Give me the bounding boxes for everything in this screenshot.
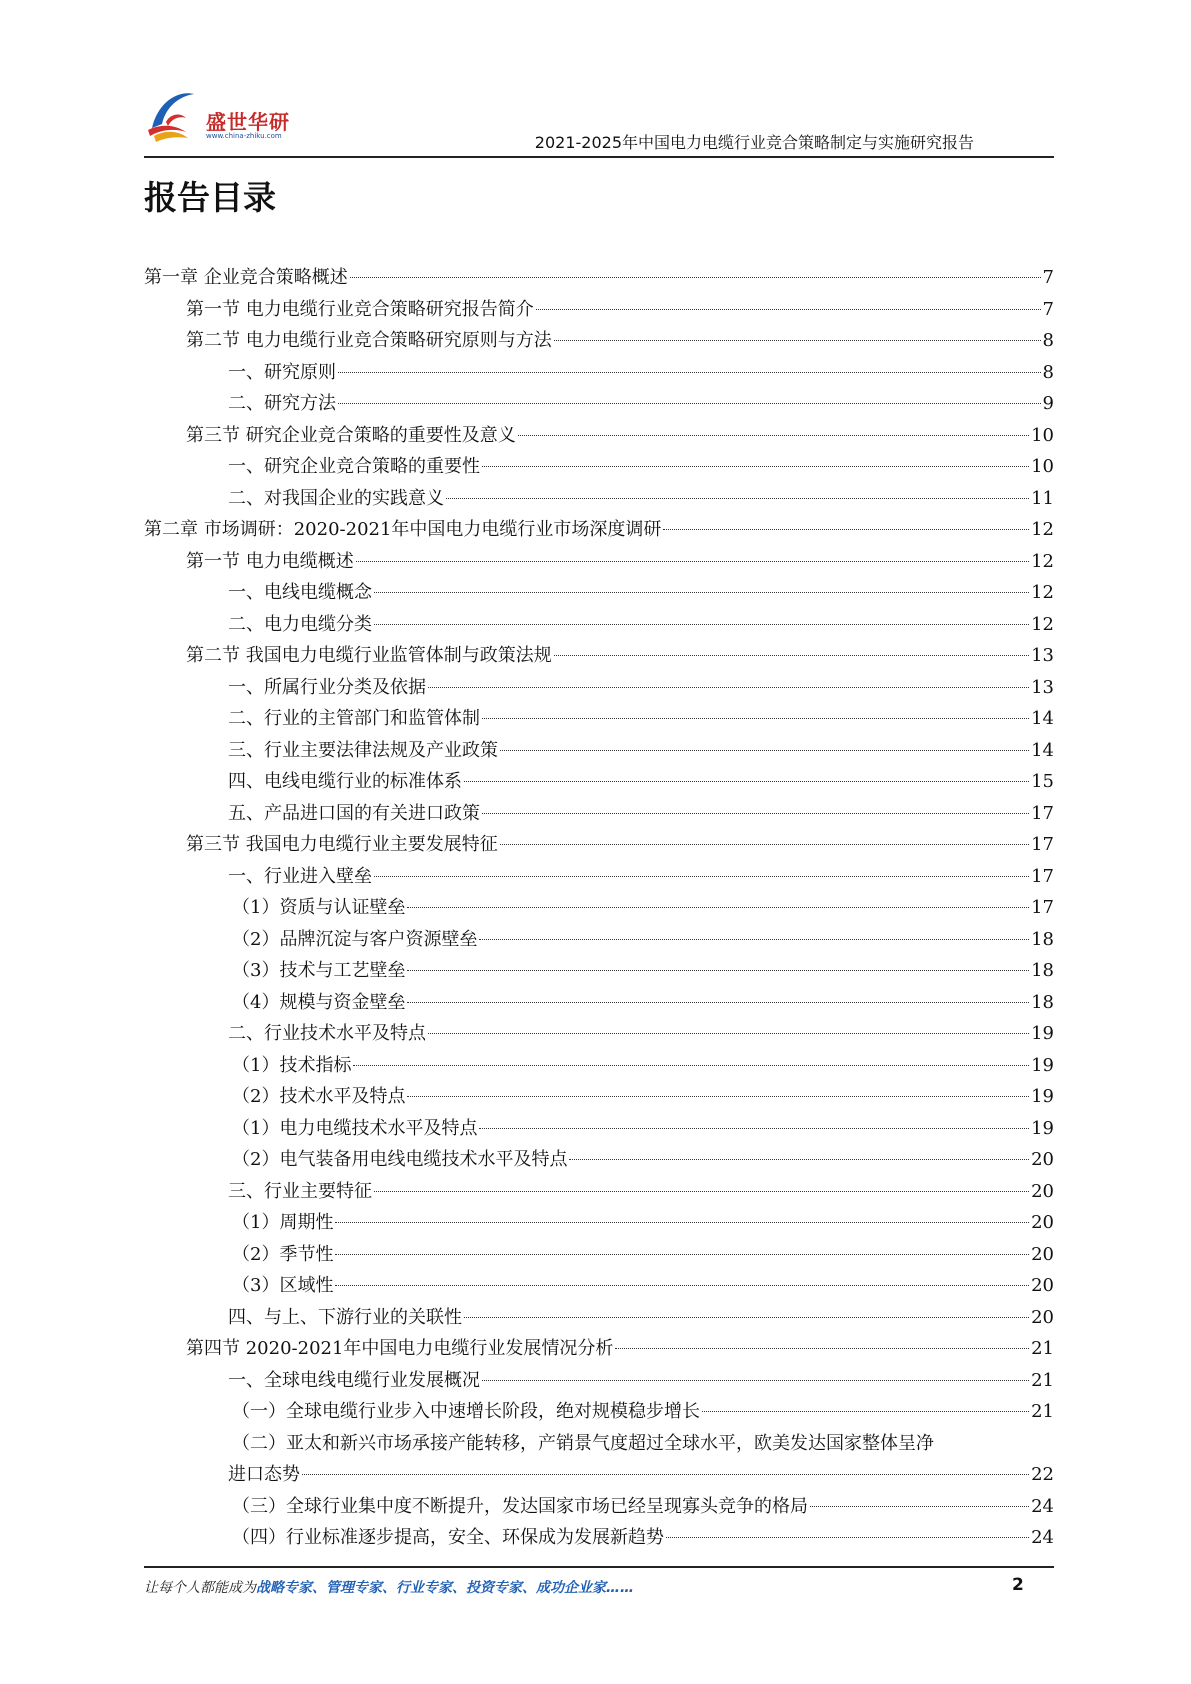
toc-entry[interactable] xyxy=(144,1113,1054,1145)
toc-leader-dots xyxy=(374,876,1029,877)
toc-entry-title: （4）规模与资金壁垒 xyxy=(232,991,406,1013)
toc-entry-page: 14 xyxy=(1031,708,1054,729)
toc-entry[interactable] xyxy=(144,703,1054,735)
toc-entry-title: 第三节 研究企业竞合策略的重要性及意义 xyxy=(186,424,516,446)
toc-entry-title: 三、行业主要特征 xyxy=(228,1180,372,1202)
toc-entry[interactable] xyxy=(144,1018,1054,1050)
company-logo xyxy=(144,84,314,146)
toc-entry[interactable] xyxy=(144,262,1054,294)
toc-entry-title: 三、行业主要法律法规及产业政策 xyxy=(228,739,498,761)
toc-leader-dots xyxy=(666,1537,1029,1538)
toc-entry-page: 18 xyxy=(1031,928,1054,950)
logo-name: 盛世华研 xyxy=(206,110,290,134)
page-number: 2 xyxy=(1012,1575,1024,1595)
toc-entry-title: （1）技术指标 xyxy=(232,1054,352,1076)
toc-entry-title: 第四节 2020-2021年中国电力电缆行业发展情况分析 xyxy=(186,1338,614,1359)
toc-entry-title: 二、电力电缆分类 xyxy=(228,613,372,635)
toc-entry-page: 12 xyxy=(1031,582,1054,603)
toc-entry[interactable] xyxy=(144,861,1054,893)
toc-entry-title: （一）全球电缆行业步入中速增长阶段，绝对规模稳步增长 xyxy=(232,1401,700,1422)
toc-entry[interactable] xyxy=(144,672,1054,704)
toc-entry-title: （2）电气装备用电线电缆技术水平及特点 xyxy=(232,1149,568,1170)
toc-entry-page: 19 xyxy=(1031,1023,1054,1044)
toc-entry-page: 14 xyxy=(1031,739,1054,761)
toc-entry[interactable] xyxy=(144,1302,1054,1334)
toc-entry-title: 二、对我国企业的实践意义 xyxy=(228,487,444,509)
toc-entry[interactable] xyxy=(144,798,1054,830)
toc-entry[interactable] xyxy=(144,388,1054,420)
toc-entry-page: 20 xyxy=(1031,1212,1054,1233)
page-header xyxy=(144,84,1054,158)
toc-entry-page: 19 xyxy=(1031,1117,1054,1139)
toc-entry-page: 19 xyxy=(1031,1054,1054,1076)
toc-entry-title: 第二章 市场调研：2020-2021年中国电力电缆行业市场深度调研 xyxy=(144,519,662,540)
toc-entry-page: 21 xyxy=(1031,1369,1054,1391)
toc-leader-dots xyxy=(554,340,1041,341)
toc-entry-page: 22 xyxy=(1031,1464,1054,1485)
toc-entry[interactable] xyxy=(144,924,1054,956)
toc-entry-title: 第二节 我国电力电缆行业监管体制与政策法规 xyxy=(186,645,552,666)
toc-entry[interactable] xyxy=(144,1050,1054,1082)
toc-entry-page: 12 xyxy=(1031,550,1054,572)
toc-entry-title: （1）电力电缆技术水平及特点 xyxy=(232,1117,478,1139)
toc-entry-title: 进口态势 xyxy=(228,1464,300,1485)
toc-entry[interactable] xyxy=(144,766,1054,798)
toc-entry-page: 19 xyxy=(1031,1086,1054,1107)
toc-entry[interactable] xyxy=(144,987,1054,1019)
toc-leader-dots xyxy=(374,624,1029,625)
toc-entry[interactable] xyxy=(144,1333,1054,1365)
toc-entry[interactable] xyxy=(144,1239,1054,1271)
toc-entry-page: 18 xyxy=(1031,991,1054,1013)
toc-entry[interactable] xyxy=(144,609,1054,641)
toc-entry-page: 10 xyxy=(1031,424,1054,446)
toc-leader-dots xyxy=(663,529,1029,530)
toc-entry-title: 第一节 电力电缆概述 xyxy=(186,550,354,572)
toc-leader-dots xyxy=(374,592,1029,593)
toc-entry[interactable] xyxy=(144,735,1054,767)
report-title: 2021-2025年中国电力电缆行业竞合策略制定与实施研究报告 xyxy=(534,133,974,152)
toc-entry-page: 24 xyxy=(1031,1527,1054,1548)
toc-entry[interactable] xyxy=(144,1491,1054,1523)
toc-leader-dots xyxy=(407,907,1029,908)
toc-entry[interactable] xyxy=(144,1176,1054,1208)
page-title: 报告目录 xyxy=(144,178,276,217)
toc-entry-page: 12 xyxy=(1031,613,1054,635)
toc-entry-page: 7 xyxy=(1042,267,1054,288)
toc-leader-dots xyxy=(500,750,1029,751)
toc-entry-page: 9 xyxy=(1042,393,1054,414)
toc-entry[interactable] xyxy=(144,1207,1054,1239)
toc-entry-title: 第一节 电力电缆行业竞合策略研究报告简介 xyxy=(186,298,534,320)
toc-entry-page: 17 xyxy=(1031,834,1054,855)
toc-entry-title: 第一章 企业竞合策略概述 xyxy=(144,267,348,288)
toc-entry-title: 二、行业技术水平及特点 xyxy=(228,1023,426,1044)
toc-entry[interactable] xyxy=(144,1144,1054,1176)
toc-entry[interactable] xyxy=(144,514,1054,546)
footer-divider xyxy=(144,1566,1054,1568)
toc-leader-dots xyxy=(407,1002,1029,1003)
toc-entry-title: （1）周期性 xyxy=(232,1212,334,1233)
toc-entry-page: 21 xyxy=(1031,1401,1054,1422)
toc-leader-dots xyxy=(479,1128,1029,1129)
toc-leader-dots xyxy=(350,277,1041,278)
toc-entry-page: 20 xyxy=(1031,1243,1054,1265)
toc-leader-dots xyxy=(356,561,1029,562)
toc-entry[interactable] xyxy=(144,483,1054,515)
toc-leader-dots xyxy=(302,1474,1029,1475)
toc-leader-dots xyxy=(479,939,1029,940)
toc-leader-dots xyxy=(335,1254,1029,1255)
toc-entry-page: 20 xyxy=(1031,1275,1054,1296)
toc-leader-dots xyxy=(464,781,1029,782)
toc-entry-title: 一、全球电线电缆行业发展概况 xyxy=(228,1369,480,1391)
toc-leader-dots xyxy=(446,498,1029,499)
toc-entry[interactable] xyxy=(144,640,1054,672)
toc-entry-page: 24 xyxy=(1031,1495,1054,1517)
toc-leader-dots xyxy=(518,435,1029,436)
toc-leader-dots xyxy=(338,403,1041,404)
toc-entry-title: 二、行业的主管部门和监管体制 xyxy=(228,708,480,729)
toc-entry[interactable] xyxy=(144,1270,1054,1302)
toc-entry-title: 四、与上、下游行业的关联性 xyxy=(228,1306,462,1328)
toc-leader-dots xyxy=(464,1317,1029,1318)
toc-entry[interactable]: （二）亚太和新兴市场承接产能转移，产销景气度超过全球水平，欧美发达国家整体呈净 xyxy=(232,1432,934,1454)
toc-entry-page: 11 xyxy=(1031,487,1054,509)
toc-leader-dots xyxy=(554,655,1029,656)
toc-entry-page: 15 xyxy=(1031,771,1054,792)
toc-entry-title: （2）品牌沉淀与客户资源壁垒 xyxy=(232,928,478,950)
toc-entry-page: 8 xyxy=(1042,361,1054,383)
toc-entry[interactable] xyxy=(144,357,1054,389)
toc-entry[interactable] xyxy=(144,577,1054,609)
toc-leader-dots xyxy=(615,1348,1029,1349)
header-divider xyxy=(144,156,1054,158)
toc-leader-dots xyxy=(500,844,1029,845)
toc-entry-title: 第二节 电力电缆行业竞合策略研究原则与方法 xyxy=(186,330,552,351)
toc-leader-dots xyxy=(482,466,1029,467)
toc-entry[interactable] xyxy=(144,829,1054,861)
toc-entry[interactable] xyxy=(144,325,1054,357)
toc-entry-page: 13 xyxy=(1031,676,1054,698)
toc-entry-title: 五、产品进口国的有关进口政策 xyxy=(228,802,480,824)
toc-leader-dots xyxy=(428,1033,1029,1034)
toc-entry-page: 12 xyxy=(1031,519,1054,540)
toc-leader-dots xyxy=(407,1096,1029,1097)
toc-entry-page: 21 xyxy=(1031,1338,1054,1359)
logo-url: www.china-zhiku.com xyxy=(206,132,282,140)
toc-leader-dots xyxy=(335,1222,1029,1223)
toc-entry-title: （四）行业标准逐步提高，安全、环保成为发展新趋势 xyxy=(232,1527,664,1548)
toc-leader-dots xyxy=(335,1285,1029,1286)
toc-leader-dots xyxy=(428,687,1029,688)
toc-entry-title: （2）技术水平及特点 xyxy=(232,1086,406,1107)
toc-entry-title: （3）区域性 xyxy=(232,1275,334,1296)
toc-entry-page: 7 xyxy=(1042,298,1054,320)
toc-entry[interactable] xyxy=(144,955,1054,987)
toc-entry[interactable] xyxy=(144,1396,1054,1428)
toc-leader-dots xyxy=(702,1411,1029,1412)
toc-entry-title: 一、行业进入壁垒 xyxy=(228,865,372,887)
toc-entry-title: （三）全球行业集中度不断提升，发达国家市场已经呈现寡头竞争的格局 xyxy=(232,1495,808,1517)
toc-leader-dots xyxy=(374,1191,1029,1192)
toc-entry-title: 一、研究原则 xyxy=(228,361,336,383)
toc-leader-dots xyxy=(338,372,1041,373)
toc-entry-page: 17 xyxy=(1031,802,1054,824)
toc-entry[interactable] xyxy=(144,1365,1054,1397)
toc-entry[interactable] xyxy=(144,1459,1054,1491)
toc-entry-title: （3）技术与工艺壁垒 xyxy=(232,960,406,981)
toc-leader-dots xyxy=(353,1065,1029,1066)
toc-entry-page: 8 xyxy=(1042,330,1054,351)
toc-entry-page: 20 xyxy=(1031,1149,1054,1170)
toc-entry-title: 一、研究企业竞合策略的重要性 xyxy=(228,456,480,477)
toc-entry-title: 一、电线电缆概念 xyxy=(228,582,372,603)
toc-entry-title: 第三节 我国电力电缆行业主要发展特征 xyxy=(186,834,498,855)
toc-entry[interactable] xyxy=(144,294,1054,326)
toc-entry-title: 一、所属行业分类及依据 xyxy=(228,676,426,698)
toc-entry-page: 13 xyxy=(1031,645,1054,666)
toc-entry-page: 17 xyxy=(1031,897,1054,918)
toc-entry[interactable] xyxy=(144,1522,1054,1554)
footer-slogan xyxy=(144,1577,634,1597)
toc-leader-dots xyxy=(536,309,1041,310)
toc-leader-dots xyxy=(569,1159,1029,1160)
toc-entry-page: 18 xyxy=(1031,960,1054,981)
footer-slogan-prefix: 让每个人都能成为 xyxy=(144,1580,256,1596)
toc-leader-dots xyxy=(482,813,1029,814)
toc-entry-page: 20 xyxy=(1031,1306,1054,1328)
toc-entry-title: 四、电线电缆行业的标准体系 xyxy=(228,771,462,792)
toc-entry[interactable] xyxy=(144,892,1054,924)
logo-mark-icon xyxy=(144,84,204,144)
toc-leader-dots xyxy=(407,970,1029,971)
toc-entry-page: 20 xyxy=(1031,1180,1054,1202)
footer-slogan-highlight: 战略专家、管理专家、行业专家、投资专家、成功企业家…… xyxy=(256,1580,634,1596)
toc-leader-dots xyxy=(482,1380,1029,1381)
toc-entry-title: （1）资质与认证壁垒 xyxy=(232,897,406,918)
table-of-contents xyxy=(144,262,1054,1554)
toc-entry-title: （2）季节性 xyxy=(232,1243,334,1265)
toc-entry[interactable] xyxy=(144,420,1054,452)
toc-entry[interactable] xyxy=(144,1081,1054,1113)
toc-entry[interactable] xyxy=(144,451,1054,483)
toc-entry-page: 10 xyxy=(1031,456,1054,477)
toc-leader-dots xyxy=(810,1506,1029,1507)
toc-leader-dots xyxy=(482,718,1029,719)
toc-entry-title: 二、研究方法 xyxy=(228,393,336,414)
toc-entry[interactable] xyxy=(144,546,1054,578)
toc-entry-page: 17 xyxy=(1031,865,1054,887)
